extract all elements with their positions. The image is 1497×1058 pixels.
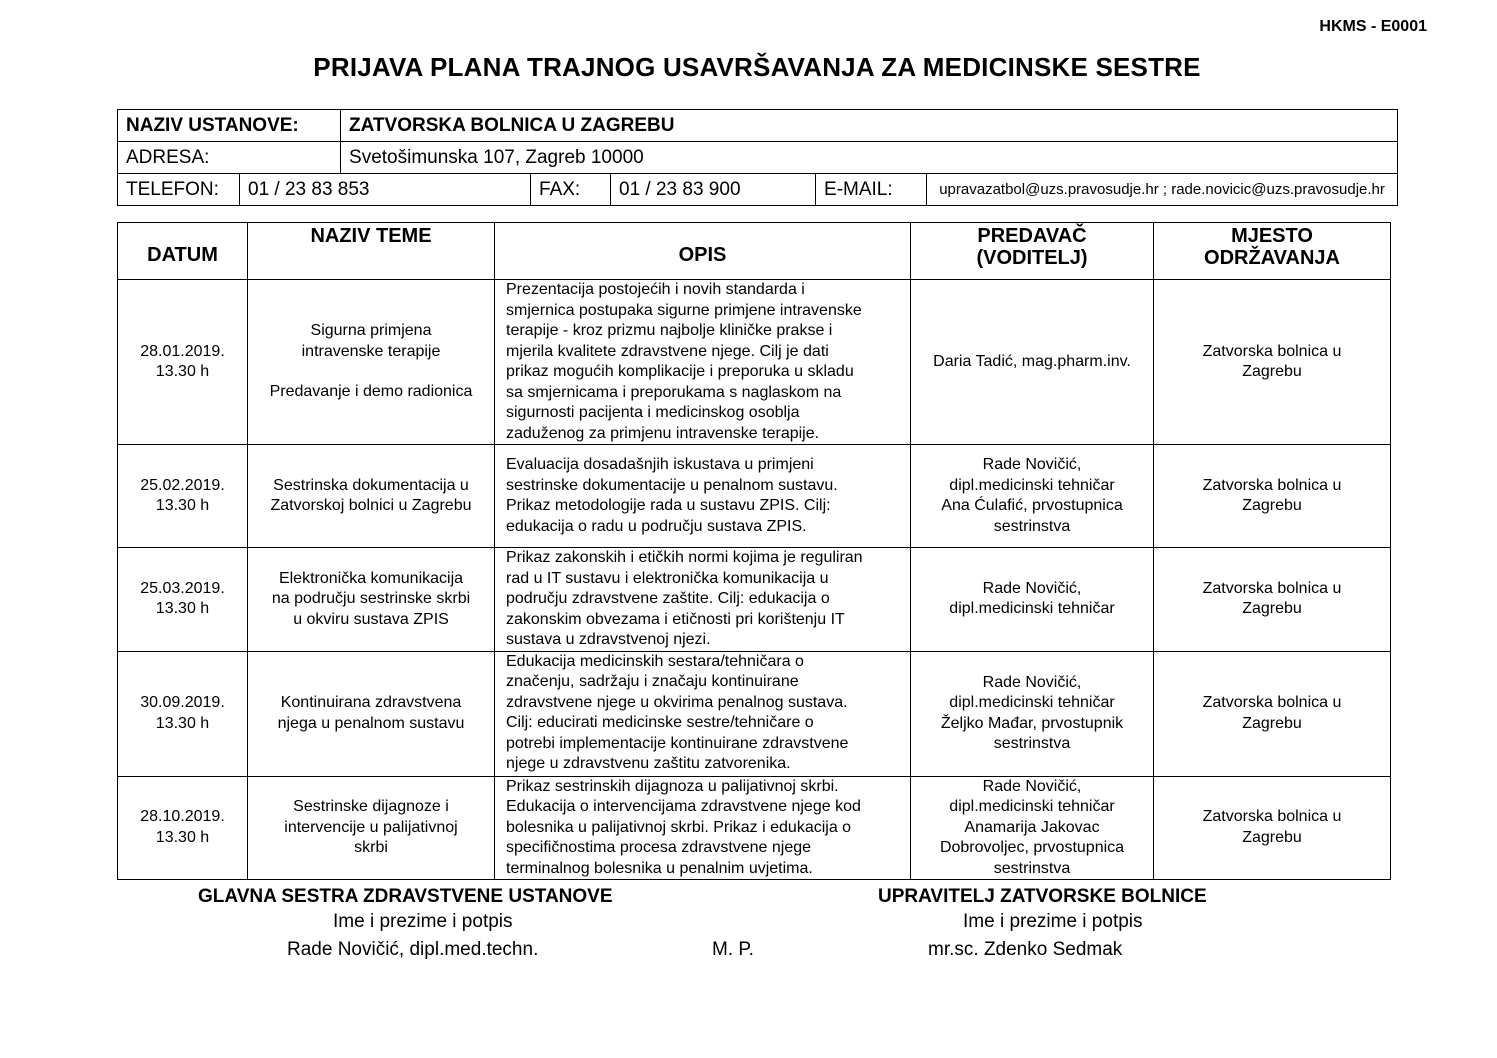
fax-label: FAX: — [531, 174, 611, 206]
stamp-placeholder: M. P. — [712, 939, 754, 960]
row-lecturer-line: Ana Ćulafić, prvostupnica — [941, 497, 1123, 514]
phone-value: 01 / 23 83 853 — [240, 174, 531, 206]
table-row — [118, 776, 1391, 880]
row-date: 25.02.2019. — [140, 476, 225, 494]
row-venue-cell — [1154, 445, 1391, 548]
row-venue-line: Zatvorska bolnica u — [1202, 579, 1342, 597]
row-topic-cell — [248, 280, 495, 445]
row-description-line: zaduženog za primjenu intravenske terapije. — [506, 424, 820, 442]
row-description-line: sigurnosti pacijenta i medicinskog osoblja — [506, 404, 800, 421]
row-lecturer-line: Dobrovoljec, prvostupnica — [939, 839, 1125, 856]
row-topic-cell — [248, 548, 495, 652]
fax-value: 01 / 23 83 900 — [611, 174, 816, 206]
row-description-line: Prikaz metodologije rada u sustavu ZPIS. Cilj: — [506, 497, 831, 514]
row-lecturer-cell — [911, 445, 1154, 548]
row-description-line: Cilj: educirati medicinske sestre/tehničare o — [506, 714, 814, 731]
institution-name-label: NAZIV USTANOVE: — [118, 110, 341, 142]
row-description-line: terminalnog bolesnika u penalnim uvjetima. — [506, 859, 813, 877]
address-label: ADRESA: — [118, 142, 341, 174]
row-description-line: zdravstvene njege u okvirima penalnog sustava. — [506, 693, 848, 711]
row-description-line: rad u IT sustavu i elektronička komunikacija u — [506, 569, 829, 587]
row-description-line: Edukacija o intervencijama zdravstvene njege kod — [506, 798, 861, 815]
row-date: 28.01.2019. — [140, 342, 225, 360]
plan-table — [117, 222, 1391, 880]
row-description-line: njege u zdravstvenu zaštitu zatvorenika. — [506, 755, 791, 772]
plan-header-row — [118, 223, 1391, 280]
row-description-line: zakonskim obvezama i etičnosti pri korištenju IT — [506, 610, 845, 628]
row-description-line: području zdravstvene zaštite. Cilj: edukacija o — [506, 590, 830, 607]
row-lecturer-cell — [911, 280, 1154, 445]
header-lecturer — [911, 223, 1154, 280]
row-description-line: prikaz mogućih komplikacije i preporuka u skladu — [506, 363, 854, 380]
row-topic-line: Kontinuirana zdravstvena — [280, 694, 462, 711]
row-date: 25.03.2019. — [140, 579, 225, 597]
header-venue-line1: MJESTO — [1231, 225, 1313, 247]
email-value: upravazatbol@uzs.pravosudje.hr ; rade.novicic@uzs.pravosudje.hr — [927, 174, 1398, 206]
row-date-cell — [118, 776, 248, 880]
row-topic-line: u okviru sustava ZPIS — [293, 610, 449, 628]
header-venue — [1154, 223, 1391, 280]
row-venue-line: Zagrebu — [1242, 600, 1302, 618]
row-description-line: Prikaz zakonskih i etičkih normi kojima je reguliran — [506, 549, 863, 566]
row-description-line: potrebi implementacije kontinuirane zdravstvene — [506, 734, 849, 752]
header-date: DATUM — [118, 223, 248, 280]
row-description-line: bolesnika u palijativnoj skrbi. Prikaz i edukacija o — [506, 818, 852, 836]
row-topic-line: na području sestrinske skrbi — [271, 590, 471, 607]
header-description: OPIS — [495, 223, 911, 280]
row-venue-line: Zagrebu — [1242, 828, 1302, 846]
right-signatory-name: mr.sc. Zdenko Sedmak — [928, 939, 1123, 960]
row-topic-line: Elektronička komunikacija — [278, 569, 464, 587]
row-lecturer-line: Željko Mađar, prvostupnik — [940, 714, 1124, 732]
row-description-line: Edukacija medicinskih sestara/tehničara o — [506, 652, 804, 670]
row-topic-line: Zatvorskoj bolnici u Zagrebu — [270, 497, 472, 514]
row-venue-line: Zatvorska bolnica u — [1202, 808, 1342, 826]
row-description-line: Prikaz sestrinskih dijagnoza u palijativnoj skrbi. — [506, 777, 839, 795]
row-lecturer-cell — [911, 651, 1154, 776]
row-description-cell — [495, 280, 911, 445]
row-time: 13.30 h — [155, 363, 210, 380]
table-row — [118, 445, 1391, 548]
row-description-line: terapije - kroz prizmu najbolje kliničke prakse i — [506, 322, 833, 339]
row-description-line: Evaluacija dosadašnjih iskustava u primjeni — [506, 456, 814, 473]
row-lecturer-line: Anamarija Jakovac — [964, 818, 1100, 836]
row-topic-line: njega u penalnom sustavu — [277, 714, 465, 732]
row-venue-line: Zatvorska bolnica u — [1202, 342, 1342, 360]
row-date-cell — [118, 651, 248, 776]
row-date: 28.10.2019. — [140, 808, 225, 826]
row-date: 30.09.2019. — [140, 694, 225, 711]
institution-name-value: ZATVORSKA BOLNICA U ZAGREBU — [341, 110, 1398, 142]
row-lecturer-line: dipl.medicinski tehničar — [949, 798, 1115, 815]
table-row — [118, 651, 1391, 776]
header-venue-line2: ODRŽAVANJA — [1204, 247, 1340, 269]
row-venue-line: Zatvorska bolnica u — [1202, 476, 1342, 494]
table-row — [118, 548, 1391, 652]
row-lecturer-cell — [911, 548, 1154, 652]
row-lecturer-line: dipl.medicinski tehničar — [949, 694, 1115, 711]
row-description-line: edukacija o radu u području sustava ZPIS. — [506, 517, 807, 535]
row-venue-line: Zatvorska bolnica u — [1202, 694, 1342, 711]
document-code: HKMS - E0001 — [1319, 18, 1427, 35]
row-lecturer-line: Rade Novičić, — [982, 456, 1082, 473]
row-lecturer-line: Rade Novičić, — [982, 579, 1082, 597]
row-topic-cell — [248, 776, 495, 880]
row-description-cell — [495, 651, 911, 776]
row-description-line: značenju, sadržaju i značaju kontinuirane — [506, 673, 799, 690]
row-description-cell — [495, 548, 911, 652]
left-signature-caption: Ime i prezime i potpis — [333, 911, 513, 932]
row-topic-line: intervencije u palijativnoj — [284, 818, 458, 836]
row-topic-line: intravenske terapije — [301, 342, 441, 360]
left-signatory-title: GLAVNA SESTRA ZDRAVSTVENE USTANOVE — [198, 886, 613, 907]
row-date-cell — [118, 445, 248, 548]
row-lecturer-line: Rade Novičić, — [982, 777, 1082, 795]
row-description-line: smjernica postupaka sigurne primjene intravenske — [506, 301, 862, 319]
row-lecturer-line: sestrinstva — [993, 735, 1071, 752]
row-lecturer-line: Daria Tadić, mag.pharm.inv. — [933, 352, 1131, 370]
row-venue-cell — [1154, 548, 1391, 652]
email-label: E-MAIL: — [816, 174, 927, 206]
institution-table — [117, 109, 1398, 206]
row-description-line: mjerila kvalitete zdravstvene njege. Cilj je dati — [506, 342, 829, 360]
row-time: 13.30 h — [155, 828, 210, 846]
row-topic-line: Sestrinske dijagnoze i — [293, 798, 449, 815]
row-time: 13.30 h — [155, 497, 210, 514]
row-lecturer-line: dipl.medicinski tehničar — [949, 600, 1115, 618]
phone-label: TELEFON: — [118, 174, 240, 206]
row-venue-cell — [1154, 776, 1391, 880]
table-row — [118, 280, 1391, 445]
header-topic: NAZIV TEME — [248, 223, 495, 280]
row-description-line: sestrinske dokumentacije u penalnom sustavu. — [506, 476, 838, 494]
row-description-line: sustava u zdravstvenoj njezi. — [506, 631, 711, 648]
header-lecturer-line2: (VODITELJ) — [976, 247, 1088, 269]
row-venue-line: Zagrebu — [1242, 714, 1302, 732]
row-description-line: specifičnostima procesa zdravstvene njege — [506, 839, 812, 856]
header-lecturer-line1: PREDAVAČ — [977, 225, 1087, 247]
row-venue-line: Zagrebu — [1242, 363, 1302, 380]
row-lecturer-line: sestrinstva — [993, 517, 1071, 535]
row-venue-line: Zagrebu — [1242, 497, 1302, 514]
row-venue-cell — [1154, 651, 1391, 776]
row-lecturer-line: sestrinstva — [993, 859, 1071, 877]
row-description-cell — [495, 445, 911, 548]
address-value: Svetošimunska 107, Zagreb 10000 — [341, 142, 1398, 174]
row-venue-cell — [1154, 280, 1391, 445]
row-topic-cell — [248, 445, 495, 548]
right-signatory-title: UPRAVITELJ ZATVORSKE BOLNICE — [878, 886, 1207, 907]
document-title: PRIJAVA PLANA TRAJNOG USAVRŠAVANJA ZA MEDICINSKE SESTRE — [313, 52, 1201, 82]
row-time: 13.30 h — [155, 714, 210, 732]
row-time: 13.30 h — [155, 600, 210, 618]
row-topic-line: Sestrinska dokumentacija u — [273, 476, 469, 494]
row-description-cell — [495, 776, 911, 880]
row-lecturer-line: dipl.medicinski tehničar — [949, 476, 1115, 494]
row-date-cell — [118, 548, 248, 652]
left-signatory-name: Rade Novičić, dipl.med.techn. — [287, 939, 539, 960]
row-topic-line: Sigurna primjena — [310, 322, 432, 340]
row-topic-cell — [248, 651, 495, 776]
row-lecturer-line: Rade Novičić, — [982, 673, 1082, 691]
row-lecturer-cell — [911, 776, 1154, 880]
row-topic-extra: Predavanje i demo radionica — [269, 383, 473, 401]
row-description-line: sa smjernicama i preporukama s naglaskom na — [506, 383, 842, 401]
right-signature-caption: Ime i prezime i potpis — [963, 911, 1143, 932]
row-topic-line: skrbi — [354, 839, 388, 856]
row-date-cell — [118, 280, 248, 445]
row-description-line: Prezentacija postojećih i novih standarda i — [506, 281, 805, 298]
